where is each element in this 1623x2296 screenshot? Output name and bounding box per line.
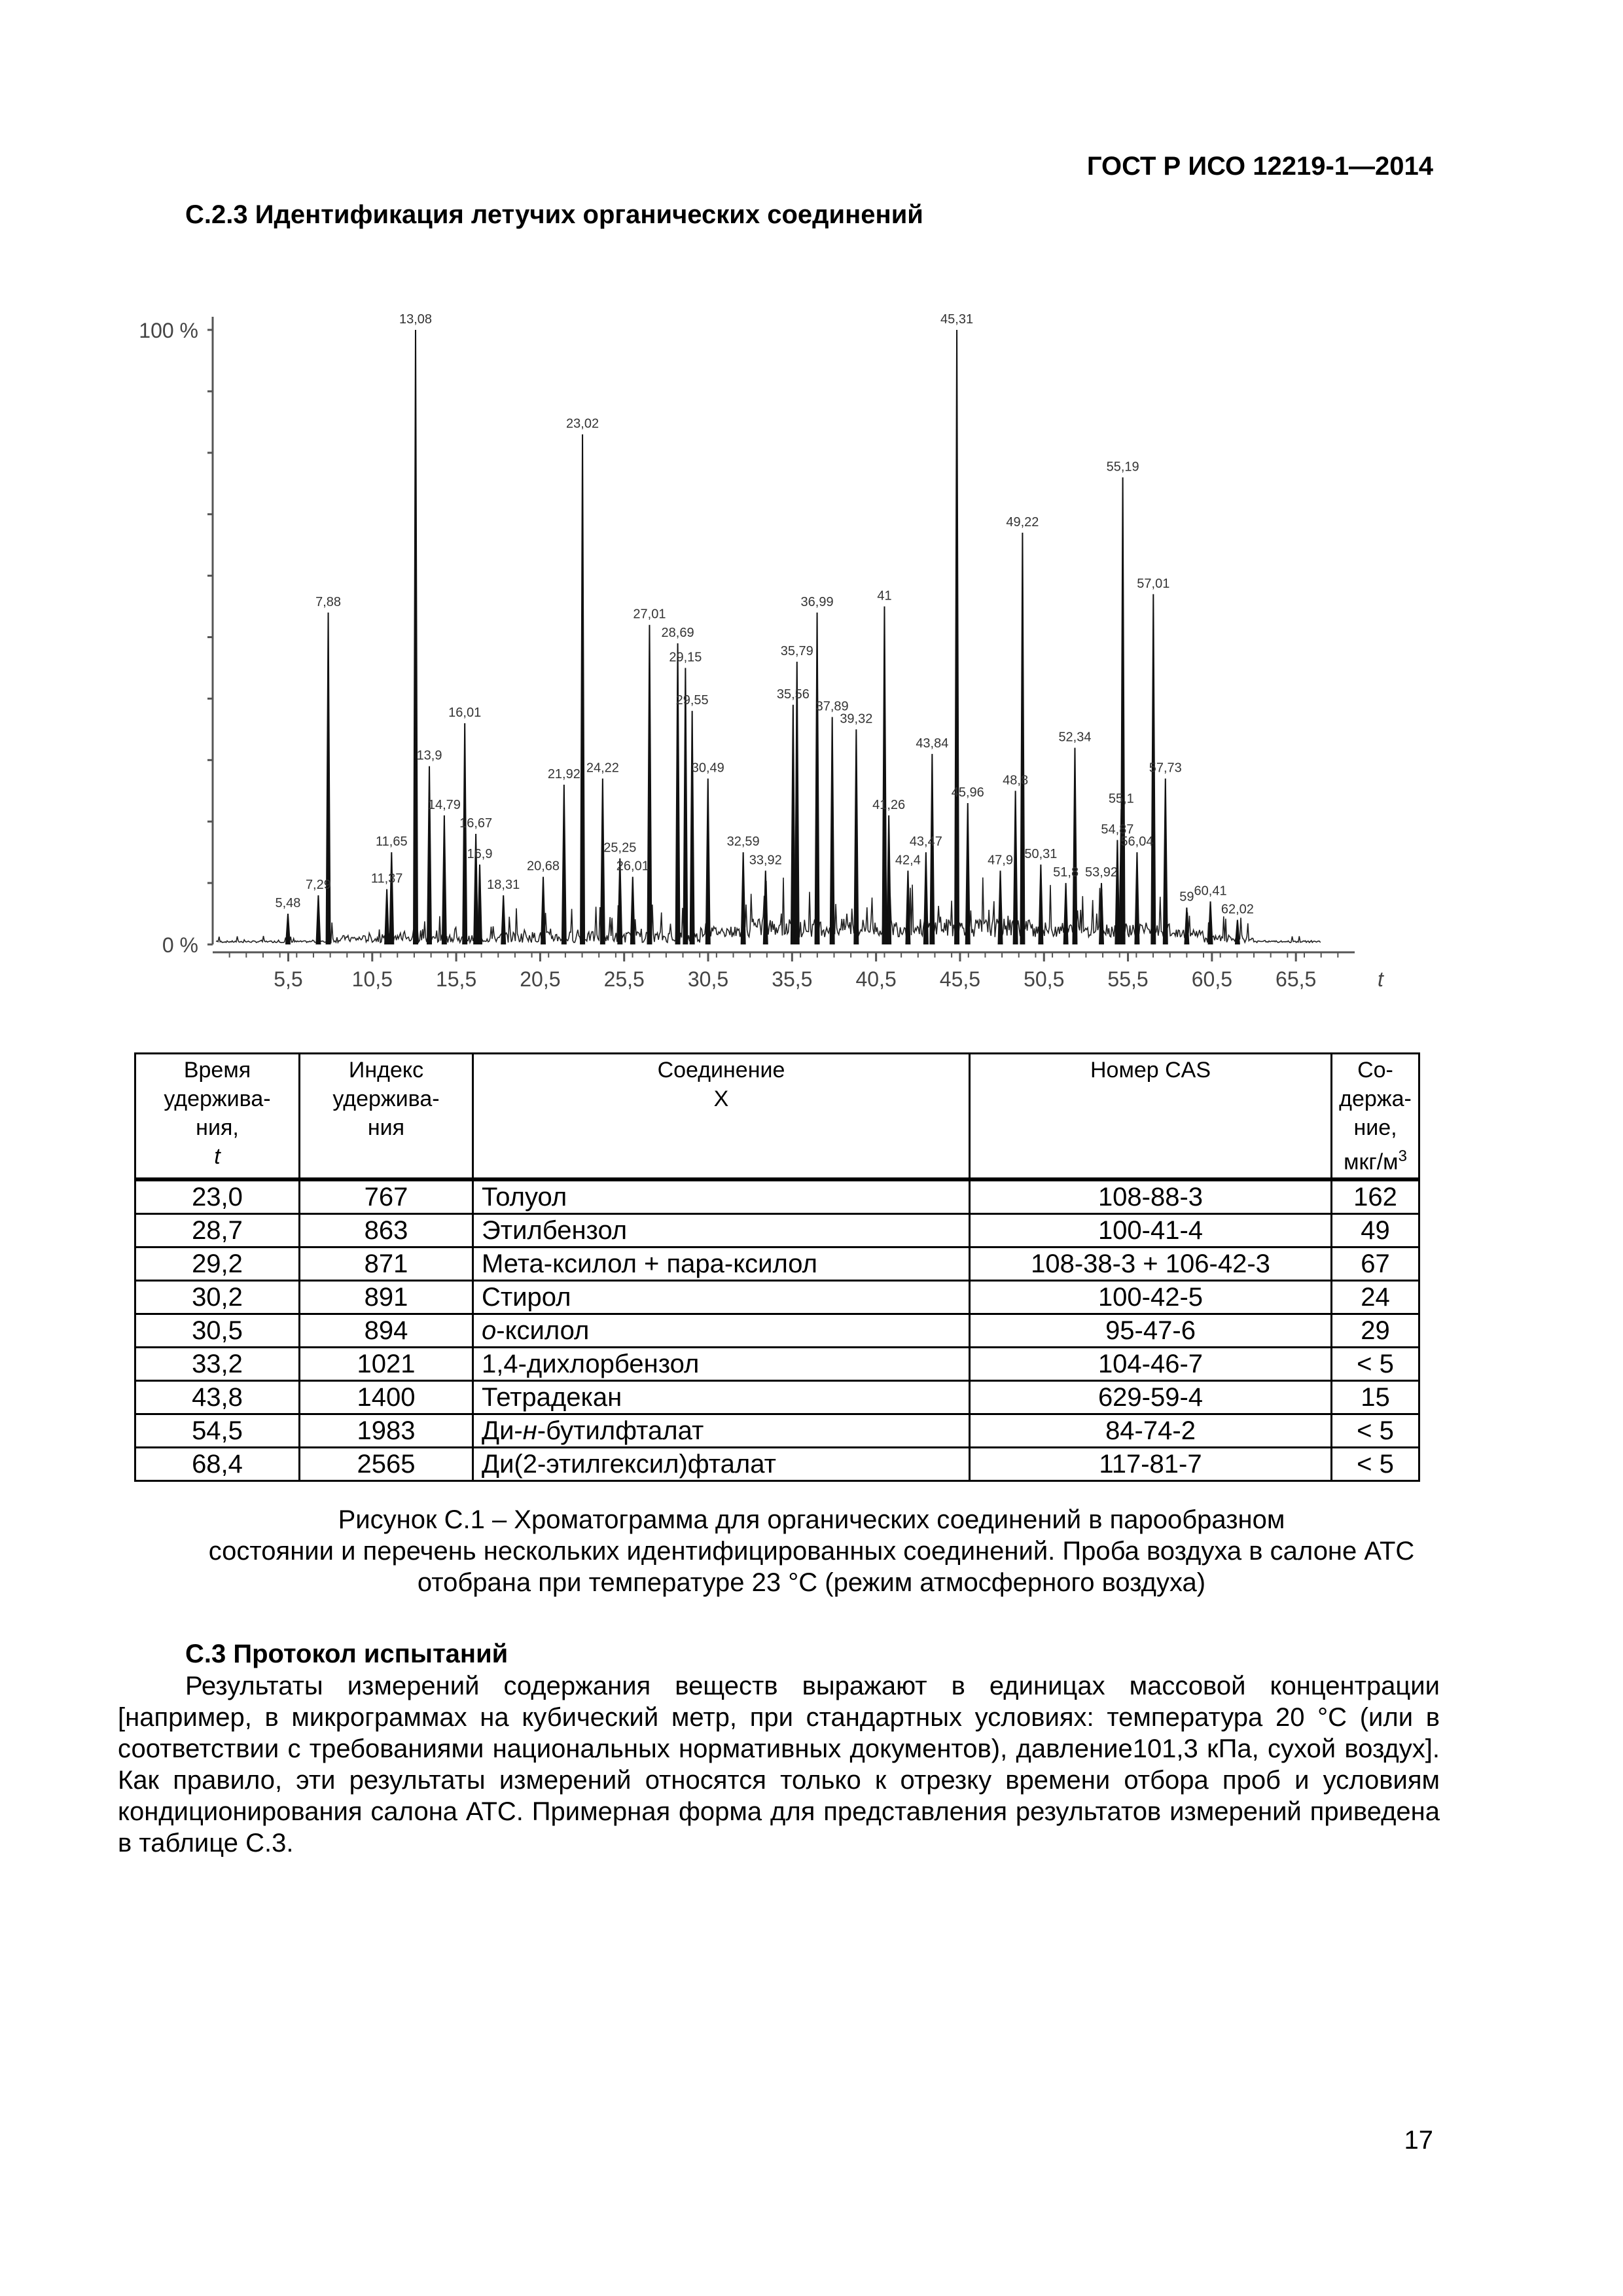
header-line: X — [713, 1086, 729, 1111]
x-axis-label: t — [1378, 967, 1383, 991]
cell-time: 30,2 — [135, 1281, 300, 1314]
cell-compound — [473, 1314, 970, 1348]
cell-content: < 5 — [1332, 1348, 1419, 1381]
x-tick-label: 40,5 — [855, 967, 897, 991]
page-number: 17 — [1404, 2126, 1433, 2155]
cell-content: 67 — [1332, 1247, 1419, 1281]
peak-mark — [1020, 533, 1024, 944]
peak-mark — [385, 889, 389, 944]
peak-mark — [795, 662, 799, 944]
header-line: t — [214, 1144, 221, 1169]
cell-cas: 95-47-6 — [970, 1314, 1332, 1348]
peak-mark — [562, 785, 566, 944]
cell-time: 30,5 — [135, 1314, 300, 1348]
peak-label: 54,87 — [1101, 822, 1134, 837]
peak-label: 21,92 — [547, 766, 580, 781]
table-row — [135, 1448, 1419, 1481]
table-row — [135, 1179, 1419, 1214]
cell-index: 871 — [300, 1247, 473, 1281]
peak-label: 51,8 — [1053, 865, 1079, 880]
peak-label: 29,15 — [669, 650, 702, 665]
table-row — [135, 1281, 1419, 1314]
cell-content: < 5 — [1332, 1448, 1419, 1481]
peak-label: 18,31 — [487, 877, 520, 892]
x-tick-label: 55,5 — [1107, 967, 1149, 991]
peak-mark — [830, 717, 834, 944]
peak-mark — [676, 643, 680, 944]
peak-mark — [1185, 908, 1188, 944]
peak-mark — [389, 852, 393, 944]
chart-peaks — [286, 330, 1240, 944]
cell-cas: 117-81-7 — [970, 1448, 1332, 1481]
cell-cas: 629-59-4 — [970, 1381, 1332, 1414]
caption-line: отобрана при температуре 23 °С (режим атмосферного воздуха) — [417, 1568, 1206, 1597]
peak-label: 36,99 — [800, 594, 834, 609]
cell-cas: 84-74-2 — [970, 1414, 1332, 1448]
figure-caption — [118, 1504, 1505, 1598]
peak-mark — [854, 729, 858, 944]
y-bottom-label: 0 % — [162, 933, 198, 957]
peak-mark — [1121, 477, 1125, 944]
cell-time: 54,5 — [135, 1414, 300, 1448]
table-row — [135, 1247, 1419, 1281]
cell-time: 33,2 — [135, 1348, 300, 1381]
protocol-paragraph: Результаты измерений содержания веществ выражают в единицах массовой концентрации [например, в микрограммах на кубический метр, при стандартных условиях: температура 20 °С (или в соответствии с требованиями национальных нормативных документов), давление101,3 кПа, сухой воздух]. Как правило, эти результаты измерений относятся только к отрезку времени отбора проб и условиям кондиционирования салона АТС. Примерная форма для представления результатов измерений приведена в таблице С.3. — [118, 1672, 1440, 1857]
cell-index: 894 — [300, 1314, 473, 1348]
peak-mark — [327, 613, 330, 944]
peak-mark — [463, 723, 467, 944]
header-compound — [473, 1054, 970, 1180]
cell-index: 2565 — [300, 1448, 473, 1481]
chromatogram-chart — [131, 295, 1414, 1001]
peak-mark — [690, 711, 694, 944]
cell-time: 28,7 — [135, 1214, 300, 1247]
peak-mark — [442, 816, 446, 944]
cell-compound — [473, 1414, 970, 1448]
peak-label: 13,08 — [399, 312, 433, 327]
y-top-label: 100 % — [139, 319, 198, 342]
cell-compound: 1,4-дихлорбензол — [473, 1348, 970, 1381]
peak-mark — [1209, 901, 1213, 944]
compound-part: -бутилфталат — [537, 1416, 704, 1446]
cell-compound: Этилбензол — [473, 1214, 970, 1247]
peak-mark — [906, 870, 910, 944]
cell-cas: 100-42-5 — [970, 1281, 1332, 1314]
cell-index: 1400 — [300, 1381, 473, 1414]
peak-mark — [1236, 920, 1240, 944]
unit-text: мкг/м — [1344, 1149, 1399, 1175]
cell-time: 43,8 — [135, 1381, 300, 1414]
x-tick-label: 15,5 — [435, 967, 477, 991]
cell-compound: Стирол — [473, 1281, 970, 1314]
cell-compound: Толуол — [473, 1179, 970, 1214]
cell-compound: Мета-ксилол + пара-ксилол — [473, 1247, 970, 1281]
peak-label: 7,29 — [305, 877, 331, 892]
peak-mark — [924, 852, 928, 944]
peak-label: 26,01 — [616, 859, 649, 874]
peak-label: 53,92 — [1084, 865, 1118, 880]
peak-label: 43,47 — [909, 834, 942, 850]
peak-label: 50,31 — [1024, 846, 1058, 861]
table-row — [135, 1381, 1419, 1414]
peak-mark — [1135, 852, 1139, 944]
peak-label: 35,56 — [776, 687, 810, 702]
peak-label: 37,89 — [815, 699, 849, 714]
protocol-heading: С.3 Протокол испытаний — [185, 1640, 508, 1668]
peak-label: 16,9 — [467, 846, 493, 861]
header-retention-index — [300, 1054, 473, 1180]
peak-label: 60,41 — [1194, 884, 1227, 899]
peak-mark — [1115, 840, 1119, 944]
header-content — [1332, 1054, 1419, 1180]
cell-content: < 5 — [1332, 1414, 1419, 1448]
table-row — [135, 1414, 1419, 1448]
peak-mark — [741, 852, 745, 944]
compound-italic: н — [522, 1416, 537, 1446]
peak-label: 56,04 — [1120, 834, 1154, 850]
peak-label: 57,73 — [1149, 761, 1182, 776]
cell-content: 24 — [1332, 1281, 1419, 1314]
peak-label: 29,55 — [675, 693, 709, 708]
cell-time: 23,0 — [135, 1179, 300, 1214]
peak-label: 14,79 — [427, 797, 461, 812]
peak-mark — [815, 613, 819, 944]
cell-content: 15 — [1332, 1381, 1419, 1414]
peak-mark — [427, 766, 431, 944]
header-line: держа- — [1339, 1086, 1412, 1111]
peak-mark — [647, 625, 651, 944]
peak-mark — [414, 330, 418, 944]
peak-label: 52,34 — [1058, 730, 1092, 745]
peak-label: 16,67 — [459, 816, 493, 831]
header-line: Соединение — [657, 1058, 785, 1083]
cell-index: 767 — [300, 1179, 473, 1214]
peak-mark — [706, 778, 710, 944]
peak-mark — [966, 803, 970, 944]
peak-label: 23,02 — [566, 416, 599, 431]
x-tick-label: 65,5 — [1275, 967, 1317, 991]
cell-time: 29,2 — [135, 1247, 300, 1281]
peak-mark — [930, 754, 934, 944]
section-heading: С.2.3 Идентификация летучих органических соединений — [185, 200, 923, 229]
peak-label: 30,49 — [691, 761, 724, 776]
unit-superscript: 3 — [1398, 1147, 1407, 1165]
x-tick-label: 20,5 — [520, 967, 561, 991]
header-cas: Номер CAS — [970, 1054, 1332, 1180]
peak-mark — [580, 435, 584, 944]
peak-label: 11,65 — [376, 834, 408, 850]
peak-label: 62,02 — [1221, 902, 1254, 917]
peak-label: 45,96 — [951, 785, 984, 800]
peak-mark — [683, 668, 687, 944]
peak-label: 33,92 — [749, 853, 782, 868]
compound-part: Ди- — [482, 1416, 523, 1446]
peak-mark — [764, 870, 768, 944]
x-tick-label: 30,5 — [687, 967, 729, 991]
peak-label: 49,22 — [1006, 514, 1039, 529]
x-tick-label: 45,5 — [939, 967, 981, 991]
standard-number: ГОСТ Р ИСО 12219-1—2014 — [1086, 152, 1433, 181]
peak-label: 35,79 — [780, 644, 813, 659]
x-tick-label: 10,5 — [351, 967, 393, 991]
x-tick-label: 5,5 — [274, 967, 303, 991]
peak-mark — [478, 865, 482, 944]
x-tick-label: 60,5 — [1191, 967, 1233, 991]
cell-content: 49 — [1332, 1214, 1419, 1247]
header-line: Индекс — [348, 1058, 424, 1083]
peak-label: 7,88 — [315, 594, 342, 609]
cell-compound: Ди(2-этилгексил)фталат — [473, 1448, 970, 1481]
x-tick-label: 35,5 — [772, 967, 813, 991]
peak-label: 28,69 — [661, 625, 694, 640]
cell-content: 29 — [1332, 1314, 1419, 1348]
cell-index: 1983 — [300, 1414, 473, 1448]
peak-label: 24,22 — [586, 761, 619, 776]
peak-label: 48,8 — [1003, 773, 1029, 788]
cell-index: 891 — [300, 1281, 473, 1314]
peak-mark — [1073, 748, 1077, 944]
peak-label: 59 — [1179, 889, 1194, 905]
header-line: ния — [367, 1115, 405, 1140]
peak-label: 27,01 — [633, 607, 666, 622]
compounds-table — [134, 1052, 1420, 1482]
peak-mark — [1164, 778, 1168, 944]
peak-label: 45,31 — [940, 312, 974, 327]
x-tick-label: 50,5 — [1024, 967, 1065, 991]
peak-label: 16,01 — [448, 705, 482, 720]
peak-mark — [1014, 791, 1018, 944]
peak-label: 20,68 — [526, 859, 560, 874]
x-tick-label: 25,5 — [603, 967, 645, 991]
peak-label: 13,9 — [416, 748, 442, 763]
header-line: ния, — [196, 1115, 239, 1140]
peak-mark — [882, 607, 886, 944]
peak-label: 32,59 — [726, 834, 760, 850]
header-line: удержива- — [164, 1086, 271, 1111]
table-header-row — [135, 1054, 1419, 1180]
cell-cas: 104-46-7 — [970, 1348, 1332, 1381]
peak-label: 42,4 — [895, 853, 921, 868]
peak-mark — [631, 877, 635, 944]
cell-cas: 100-41-4 — [970, 1214, 1332, 1247]
peak-label: 41 — [877, 588, 892, 603]
peak-mark — [887, 816, 891, 944]
cell-index: 863 — [300, 1214, 473, 1247]
cell-compound: Тетрадекан — [473, 1381, 970, 1414]
peak-mark — [999, 870, 1003, 944]
header-line: ние, — [1353, 1115, 1397, 1140]
header-line: Время — [183, 1058, 251, 1083]
table-row — [135, 1214, 1419, 1247]
peak-label: 47,9 — [988, 853, 1014, 868]
peak-label: 57,01 — [1137, 576, 1170, 591]
header-line: удержива- — [332, 1086, 440, 1111]
peak-label: 43,84 — [916, 736, 949, 751]
caption-line: состоянии и перечень нескольких идентифицированных соединений. Проба воздуха в салоне АТС — [208, 1537, 1415, 1566]
peak-label: 39,32 — [840, 711, 873, 726]
peak-label: 41,26 — [872, 797, 906, 812]
peak-mark — [955, 330, 959, 944]
peak-label: 25,25 — [603, 840, 637, 855]
chart-labels — [275, 312, 1253, 916]
header-retention-time — [135, 1054, 300, 1180]
peak-mark — [316, 895, 320, 944]
peak-mark — [791, 705, 795, 944]
peak-mark — [286, 914, 290, 944]
peak-label: 55,1 — [1108, 791, 1134, 806]
header-line — [1336, 1142, 1414, 1176]
cell-time: 68,4 — [135, 1448, 300, 1481]
header-line: Со- — [1357, 1058, 1393, 1083]
peak-label: 5,48 — [275, 896, 301, 911]
cell-index: 1021 — [300, 1348, 473, 1381]
cell-cas: 108-88-3 — [970, 1179, 1332, 1214]
cell-cas: 108-38-3 + 106-42-3 — [970, 1247, 1332, 1281]
peak-mark — [601, 778, 605, 944]
peak-mark — [541, 877, 545, 944]
caption-line: Рисунок С.1 – Хроматограмма для органических соединений в парообразном — [338, 1505, 1285, 1534]
table-row — [135, 1348, 1419, 1381]
peak-label: 55,19 — [1106, 459, 1139, 475]
compound-part: -ксилол — [496, 1316, 590, 1346]
peak-mark — [1064, 883, 1068, 944]
peak-mark — [501, 895, 505, 944]
table-row — [135, 1314, 1419, 1348]
compound-italic: о — [482, 1316, 497, 1346]
peak-label: 11,37 — [370, 871, 403, 886]
cell-content: 162 — [1332, 1179, 1419, 1214]
peak-mark — [1039, 865, 1043, 944]
